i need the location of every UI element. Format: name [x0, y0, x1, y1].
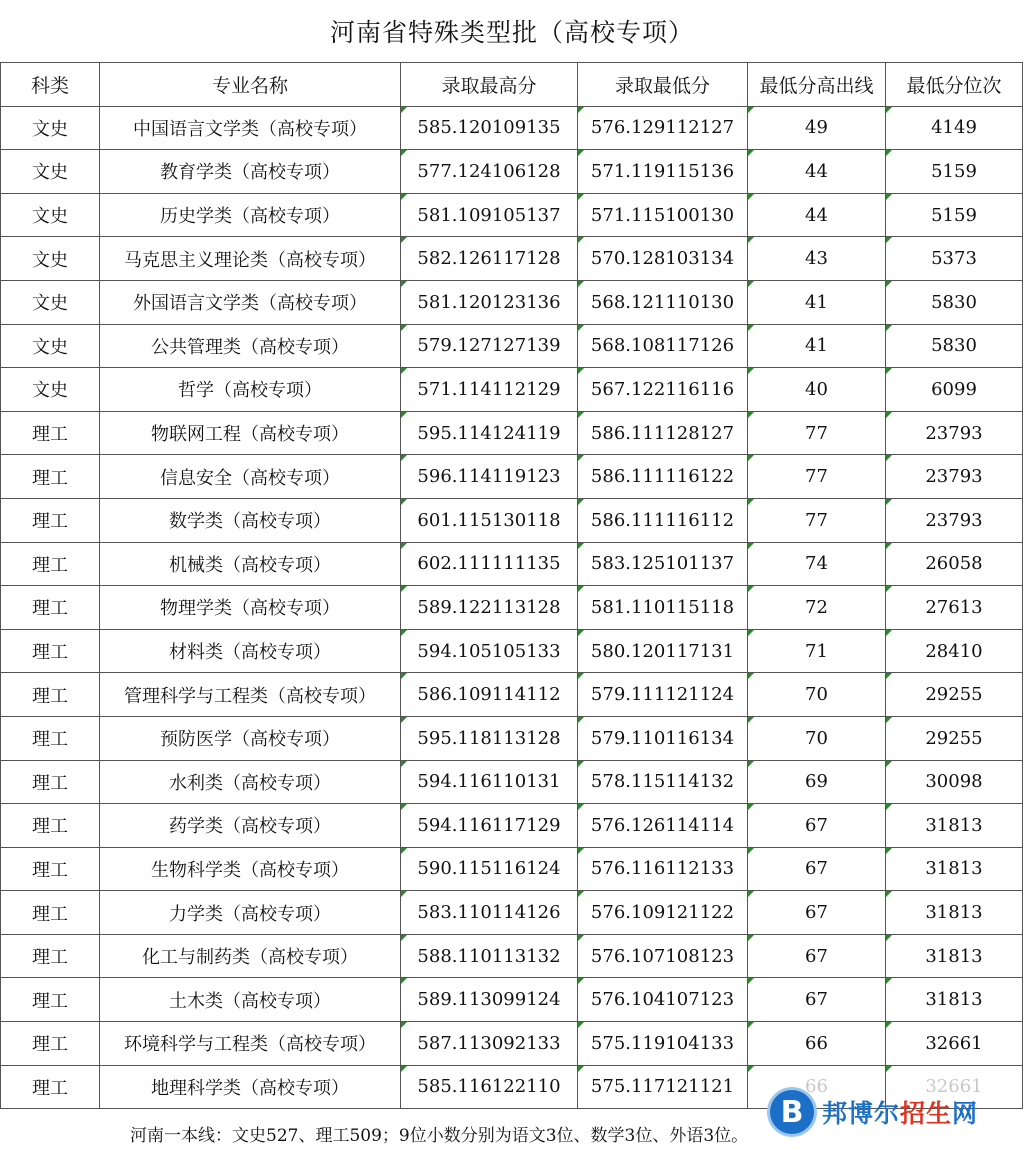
table-row [1, 760, 1023, 804]
cell-min-score: 581.110115118 [578, 586, 748, 630]
header-min-score: 录取最低分 [578, 63, 748, 107]
cell-min-score: 580.120117131 [578, 629, 748, 673]
cell-min-score: 579.110116134 [578, 716, 748, 760]
table-row [1, 324, 1023, 368]
cell-min-rank: 31813 [886, 978, 1023, 1022]
cell-max-score: 589.113099124 [401, 978, 578, 1022]
header-category: 科类 [1, 63, 100, 107]
cell-max-score: 594.116117129 [401, 804, 578, 848]
cell-category: 理工 [1, 542, 100, 586]
cell-major-name: 化工与制药类（高校专项） [100, 934, 401, 978]
table-row [1, 411, 1023, 455]
cell-major-name: 力学类（高校专项） [100, 891, 401, 935]
cell-min-rank: 5830 [886, 280, 1023, 324]
cell-major-name: 信息安全（高校专项） [100, 455, 401, 499]
cell-category: 理工 [1, 804, 100, 848]
cell-category: 理工 [1, 1022, 100, 1066]
cell-major-name: 教育学类（高校专项） [100, 150, 401, 194]
cell-min-score: 568.108117126 [578, 324, 748, 368]
cell-above-line: 77 [748, 411, 886, 455]
cell-max-score: 594.116110131 [401, 760, 578, 804]
table-header-row [1, 63, 1023, 107]
cell-max-score: 577.124106128 [401, 150, 578, 194]
cell-max-score: 581.120123136 [401, 280, 578, 324]
cell-min-rank: 23793 [886, 455, 1023, 499]
cell-above-line: 70 [748, 673, 886, 717]
cell-min-score: 576.109121122 [578, 891, 748, 935]
cell-above-line: 77 [748, 498, 886, 542]
cell-max-score: 601.115130118 [401, 498, 578, 542]
cell-category: 理工 [1, 673, 100, 717]
cell-major-name: 物理学类（高校专项） [100, 586, 401, 630]
cell-max-score: 581.109105137 [401, 193, 578, 237]
cell-max-score: 602.111111135 [401, 542, 578, 586]
cell-major-name: 历史学类（高校专项） [100, 193, 401, 237]
cell-above-line: 77 [748, 455, 886, 499]
cell-min-rank: 31813 [886, 804, 1023, 848]
table-row [1, 804, 1023, 848]
cell-min-rank: 32661 [886, 1022, 1023, 1066]
cell-min-score: 571.115100130 [578, 193, 748, 237]
cell-above-line: 66 [748, 1065, 886, 1109]
site-watermark [770, 1086, 978, 1138]
table-row [1, 673, 1023, 717]
cell-min-rank: 23793 [886, 498, 1023, 542]
cell-min-rank: 29255 [886, 716, 1023, 760]
cell-major-name: 环境科学与工程类（高校专项） [100, 1022, 401, 1066]
header-above-line: 最低分高出线 [748, 63, 886, 107]
cell-min-rank: 32661 [886, 1065, 1023, 1109]
cell-max-score: 594.105105133 [401, 629, 578, 673]
cell-major-name: 物联网工程（高校专项） [100, 411, 401, 455]
cell-max-score: 589.122113128 [401, 586, 578, 630]
cell-major-name: 药学类（高校专项） [100, 804, 401, 848]
cell-above-line: 71 [748, 629, 886, 673]
cell-min-score: 578.115114132 [578, 760, 748, 804]
cell-min-score: 575.119104133 [578, 1022, 748, 1066]
cell-max-score: 587.113092133 [401, 1022, 578, 1066]
cell-max-score: 585.120109135 [401, 106, 578, 150]
cell-min-rank: 31813 [886, 934, 1023, 978]
cell-above-line: 44 [748, 150, 886, 194]
cell-min-score: 579.111121124 [578, 673, 748, 717]
cell-above-line: 72 [748, 586, 886, 630]
footnote: 河南一本线：文史527、理工509；9位小数分别为语文3位、数学3位、外语3位。 [130, 1126, 749, 1146]
cell-above-line: 67 [748, 934, 886, 978]
cell-max-score: 571.114112129 [401, 368, 578, 412]
cell-min-score: 570.128103134 [578, 237, 748, 281]
table-row [1, 498, 1023, 542]
cell-min-score: 576.129112127 [578, 106, 748, 150]
cell-major-name: 水利类（高校专项） [100, 760, 401, 804]
cell-above-line: 67 [748, 804, 886, 848]
cell-max-score: 595.114124119 [401, 411, 578, 455]
cell-min-rank: 31813 [886, 847, 1023, 891]
cell-min-score: 586.111128127 [578, 411, 748, 455]
cell-category: 理工 [1, 934, 100, 978]
cell-major-name: 材料类（高校专项） [100, 629, 401, 673]
cell-category: 理工 [1, 411, 100, 455]
table-row [1, 1022, 1023, 1066]
cell-min-rank: 5373 [886, 237, 1023, 281]
cell-max-score: 586.109114112 [401, 673, 578, 717]
cell-category: 理工 [1, 716, 100, 760]
cell-min-rank: 6099 [886, 368, 1023, 412]
table-row [1, 237, 1023, 281]
page-title: 河南省特殊类型批（高校专项） [329, 18, 694, 47]
cell-major-name: 地理科学类（高校专项） [100, 1065, 401, 1109]
site-logo-icon: B [770, 1090, 814, 1134]
table-row [1, 934, 1023, 978]
cell-min-score: 571.119115136 [578, 150, 748, 194]
cell-above-line: 41 [748, 324, 886, 368]
table-row [1, 542, 1023, 586]
cell-above-line: 67 [748, 978, 886, 1022]
admission-table [0, 62, 1023, 1109]
cell-above-line: 66 [748, 1022, 886, 1066]
cell-min-score: 568.121110130 [578, 280, 748, 324]
cell-min-rank: 5830 [886, 324, 1023, 368]
cell-max-score: 595.118113128 [401, 716, 578, 760]
cell-min-rank: 27613 [886, 586, 1023, 630]
cell-category: 文史 [1, 106, 100, 150]
cell-min-score: 586.111116112 [578, 498, 748, 542]
cell-min-rank: 4149 [886, 106, 1023, 150]
cell-max-score: 588.110113132 [401, 934, 578, 978]
header-max-score: 录取最高分 [401, 63, 578, 107]
cell-major-name: 马克思主义理论类（高校专项） [100, 237, 401, 281]
cell-min-score: 583.125101137 [578, 542, 748, 586]
cell-max-score: 585.116122110 [401, 1065, 578, 1109]
cell-category: 理工 [1, 1065, 100, 1109]
cell-category: 理工 [1, 629, 100, 673]
cell-min-rank: 26058 [886, 542, 1023, 586]
cell-min-rank: 5159 [886, 150, 1023, 194]
table-row [1, 280, 1023, 324]
site-name: 邦博尔招生网 [822, 1099, 979, 1128]
table-row [1, 891, 1023, 935]
cell-category: 理工 [1, 891, 100, 935]
cell-above-line: 67 [748, 847, 886, 891]
cell-max-score: 583.110114126 [401, 891, 578, 935]
cell-max-score: 590.115116124 [401, 847, 578, 891]
table-row [1, 586, 1023, 630]
cell-above-line: 41 [748, 280, 886, 324]
cell-major-name: 数学类（高校专项） [100, 498, 401, 542]
table-row [1, 193, 1023, 237]
table-row [1, 368, 1023, 412]
cell-max-score: 582.126117128 [401, 237, 578, 281]
table-row [1, 978, 1023, 1022]
cell-max-score: 579.127127139 [401, 324, 578, 368]
cell-category: 文史 [1, 280, 100, 324]
cell-min-rank: 29255 [886, 673, 1023, 717]
cell-above-line: 49 [748, 106, 886, 150]
cell-max-score: 596.114119123 [401, 455, 578, 499]
cell-category: 文史 [1, 324, 100, 368]
cell-min-score: 576.104107123 [578, 978, 748, 1022]
cell-min-rank: 31813 [886, 891, 1023, 935]
header-min-rank: 最低分位次 [886, 63, 1023, 107]
cell-above-line: 69 [748, 760, 886, 804]
cell-min-score: 576.116112133 [578, 847, 748, 891]
cell-major-name: 机械类（高校专项） [100, 542, 401, 586]
cell-min-rank: 23793 [886, 411, 1023, 455]
cell-above-line: 70 [748, 716, 886, 760]
cell-major-name: 管理科学与工程类（高校专项） [100, 673, 401, 717]
cell-category: 文史 [1, 237, 100, 281]
cell-category: 理工 [1, 978, 100, 1022]
cell-category: 理工 [1, 455, 100, 499]
cell-category: 理工 [1, 498, 100, 542]
cell-major-name: 哲学（高校专项） [100, 368, 401, 412]
cell-category: 理工 [1, 847, 100, 891]
cell-min-score: 567.122116116 [578, 368, 748, 412]
cell-above-line: 44 [748, 193, 886, 237]
cell-major-name: 生物科学类（高校专项） [100, 847, 401, 891]
table-row [1, 847, 1023, 891]
table-row [1, 716, 1023, 760]
cell-category: 理工 [1, 760, 100, 804]
table-row [1, 150, 1023, 194]
cell-category: 文史 [1, 150, 100, 194]
cell-min-rank: 30098 [886, 760, 1023, 804]
cell-major-name: 外国语言文学类（高校专项） [100, 280, 401, 324]
cell-min-rank: 5159 [886, 193, 1023, 237]
cell-major-name: 土木类（高校专项） [100, 978, 401, 1022]
cell-min-score: 575.117121121 [578, 1065, 748, 1109]
cell-major-name: 预防医学（高校专项） [100, 716, 401, 760]
table-row [1, 629, 1023, 673]
cell-category: 理工 [1, 586, 100, 630]
cell-min-score: 576.107108123 [578, 934, 748, 978]
table-row [1, 106, 1023, 150]
cell-above-line: 40 [748, 368, 886, 412]
header-major-name: 专业名称 [100, 63, 401, 107]
cell-min-score: 576.126114114 [578, 804, 748, 848]
cell-category: 文史 [1, 193, 100, 237]
cell-min-score: 586.111116122 [578, 455, 748, 499]
cell-above-line: 43 [748, 237, 886, 281]
cell-category: 文史 [1, 368, 100, 412]
cell-above-line: 67 [748, 891, 886, 935]
cell-major-name: 公共管理类（高校专项） [100, 324, 401, 368]
cell-min-rank: 28410 [886, 629, 1023, 673]
cell-major-name: 中国语言文学类（高校专项） [100, 106, 401, 150]
cell-above-line: 74 [748, 542, 886, 586]
table-row [1, 455, 1023, 499]
